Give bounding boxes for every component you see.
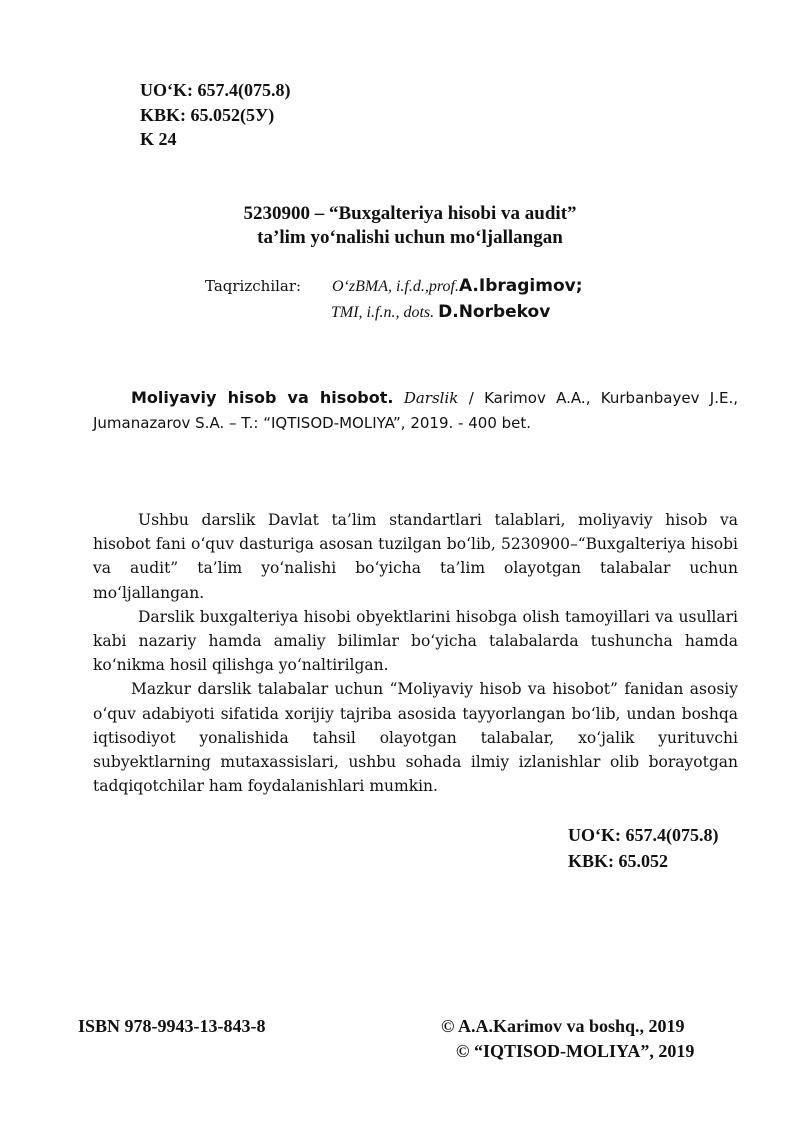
specialty-line-2: ta’lim yo‘nalishi uchun mo‘ljallangan (257, 227, 563, 248)
bbk-code: KBK: 65.052(5У) (140, 104, 275, 125)
udk-code: UO‘K: 657.4(075.8) (140, 80, 291, 100)
abstract-paragraph-2: Darslik buxgalteriya hisobi obyektlarini hisobga olish tamoyillari va usullari kabi nazariy hamda amaliy bilimlar bo‘yicha talabalarda tushuncha hamda ko‘nikma hosil qilishga yo‘naltirilgan. (93, 607, 738, 675)
bibliographic-record (93, 385, 738, 436)
book-title: Moliyaviy hisob va hisobot. (131, 388, 394, 407)
classification-codes-top (140, 78, 290, 152)
author-mark: K 24 (140, 129, 177, 149)
bbk-code-bottom: KBK: 65.052 (568, 851, 669, 871)
abstract-paragraph-3: Mazkur darslik talabalar uchun “Moliyaviy hisob va hisobot” fanidan asosiy o‘quv adabiyoti sifatida xorijiy tajriba asosida tayyorlangan bo‘lib, undan boshqa iqtisodiyot yonalishida tahsil olayotgan talabalar, xo‘jalik yurituvchi subyektlarning mutaxassislari, ushbu sohada ilmiy izlanishlar olib borayotgan tadqiqotchilar ham foydalanishlari mumkin. (93, 680, 738, 796)
isbn: ISBN 978-9943-13-843-8 (78, 1016, 266, 1036)
reviewers-label: Taqrizchilar: (205, 277, 302, 295)
reviewer-2-name: D.Norbekov (438, 302, 551, 322)
book-kind: Darslik (403, 389, 459, 407)
bibliographic-details: / Karimov A.A., Kurbanbayev J.E., Jumanazarov S.A. – T.: “IQTISOD-MOLIYA”, 2019. - 400 bet. (93, 389, 739, 432)
abstract-paragraph-1: Ushbu darslik Davlat ta’lim standartlari talablari, moliyaviy hisob va hisobot fani o‘quv dasturiga asosan tuzilgan bo‘lib, 5230900–“Buxgalteriya hisobi va audit” ta’lim yo‘nalishi bo‘yicha ta’lim olayotgan talabalar uchun mo‘ljallangan. (93, 511, 738, 602)
copyright-publisher: © “IQTISOD-MOLIYA”, 2019 (456, 1041, 695, 1061)
reviewer-2 (331, 299, 550, 326)
reviewer-1-name: A.Ibragimov; (458, 276, 583, 296)
classification-codes-bottom (568, 822, 718, 874)
reviewer-1 (332, 273, 583, 300)
abstract (93, 508, 738, 798)
specialty-statement (0, 202, 800, 250)
copyright-authors: © A.A.Karimov va boshq., 2019 (441, 1016, 685, 1036)
reviewer-1-affiliation: O‘zBMA, i.f.d.,prof. (332, 278, 459, 295)
udk-code-bottom: UO‘K: 657.4(075.8) (568, 825, 719, 845)
reviewer-2-affiliation: TMI, i.f.n., dots. (331, 304, 435, 321)
specialty-line-1: 5230900 – “Buxgalteriya hisobi va audit” (243, 203, 577, 224)
